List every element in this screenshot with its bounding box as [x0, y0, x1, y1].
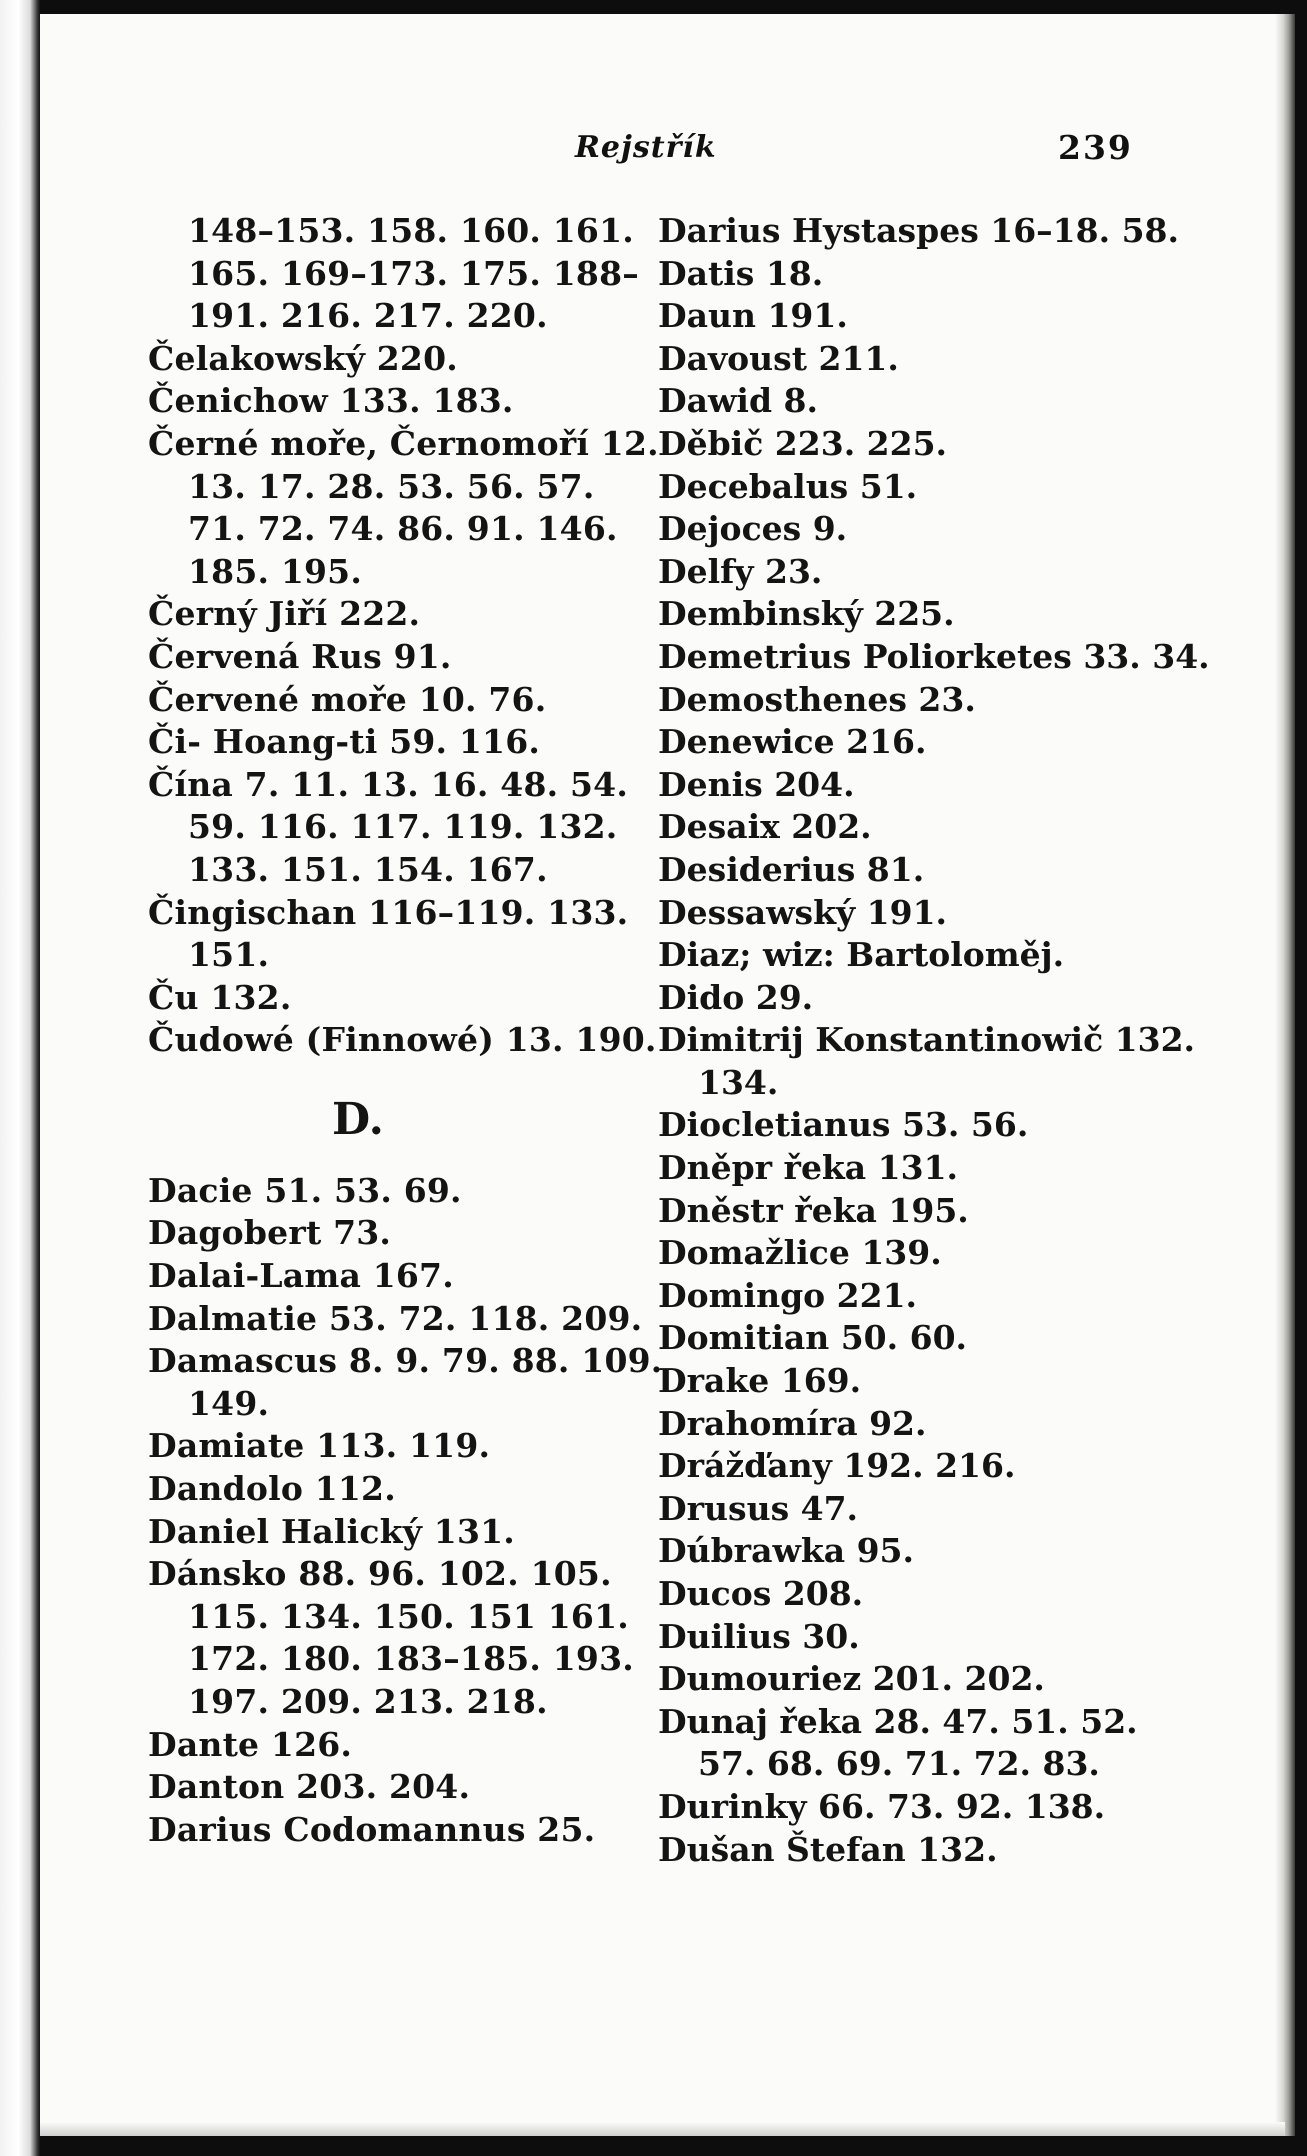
index-entry: Diocletianus 53. 56.	[658, 1105, 1029, 1145]
index-entry: Děbič 223. 225.	[658, 423, 948, 463]
page-number: 239	[1058, 128, 1133, 167]
index-entry: Čenichow 133. 183.	[148, 381, 514, 421]
index-entry-continuation: 172. 180. 183–185. 193.	[188, 1639, 634, 1679]
index-entry: Dacie 51. 53. 69.	[148, 1170, 462, 1210]
index-entry: Demosthenes 23.	[658, 679, 976, 719]
index-entry: Decebalus 51.	[658, 466, 918, 506]
index-entry: Drahomíra 92.	[658, 1403, 927, 1443]
index-entry-continuation: 57. 68. 69. 71. 72. 83.	[698, 1744, 1100, 1784]
index-entry-continuation: 71. 72. 74. 86. 91. 146.	[188, 509, 618, 549]
index-entry: Desiderius 81.	[658, 849, 925, 889]
index-column-right	[658, 210, 1210, 1871]
index-entry-continuation: 115. 134. 150. 151 161.	[188, 1596, 629, 1636]
index-entry: Dessawský 191.	[658, 892, 948, 932]
index-entry: Davoust 211.	[658, 338, 899, 378]
index-entry: Dušan Štefan 132.	[658, 1829, 998, 1869]
index-entry: Delfy 23.	[658, 551, 823, 591]
index-entry: Denis 204.	[658, 764, 855, 804]
index-entry: Černé moře, Černomoří 12.	[148, 423, 659, 463]
index-entry: Dněstr řeka 195.	[658, 1190, 969, 1230]
index-entry: Čína 7. 11. 13. 16. 48. 54.	[148, 764, 629, 804]
index-entry: Damiate 113. 119.	[148, 1426, 491, 1466]
index-entry-continuation: 13. 17. 28. 53. 56. 57.	[188, 466, 595, 506]
page-bottom-edge-shadow	[40, 2122, 1285, 2136]
index-entry-continuation: 59. 116. 117. 119. 132.	[188, 807, 618, 847]
index-entry: Domingo 221.	[658, 1275, 918, 1315]
index-entries-d-section	[148, 1170, 668, 1852]
index-entry: Dido 29.	[658, 977, 814, 1017]
index-entry: Ducos 208.	[658, 1574, 864, 1613]
index-entry: Dembinský 225.	[658, 594, 955, 634]
index-entry: Drážďany 192. 216.	[658, 1446, 1016, 1486]
index-entry: Drusus 47.	[658, 1488, 859, 1528]
index-entry: Dalai-Lama 167.	[148, 1256, 454, 1296]
index-entry: Červená Rus 91.	[148, 636, 452, 676]
index-entry: Černý Jiří 222.	[148, 594, 421, 634]
index-entry: Červené moře 10. 76.	[148, 679, 547, 719]
index-entry: Či- Hoang-ti 59. 116.	[148, 722, 541, 762]
index-entry: Darius Codomannus 25.	[148, 1809, 596, 1849]
index-entry: Daun 191.	[658, 296, 848, 336]
index-entry: Daniel Halický 131.	[148, 1511, 515, 1551]
index-entry: Dejoces 9.	[658, 509, 848, 549]
index-entry-continuation: 134.	[698, 1062, 779, 1102]
index-entry: Čudowé (Finnowé) 13. 190.	[148, 1020, 657, 1060]
section-letter-heading: D.	[332, 1093, 384, 1145]
index-entry: Damascus 8. 9. 79. 88. 109.	[148, 1341, 663, 1381]
index-entry: Denewice 216.	[658, 722, 927, 762]
index-entry-continuation: 133. 151. 154. 167.	[188, 849, 548, 889]
index-entry: Domitian 50. 60.	[658, 1318, 968, 1358]
index-entry: Durinky 66. 73. 92. 138.	[658, 1786, 1106, 1826]
index-entry-continuation: 185. 195.	[188, 551, 363, 591]
index-entry: Čelakowský 220.	[148, 338, 458, 378]
index-entry-continuation: 165. 169–173. 175. 188–	[188, 253, 639, 293]
index-entry: Datis 18.	[658, 253, 824, 293]
left-page-margin-strip	[0, 0, 40, 2156]
index-entry: Diaz; wiz: Bartoloměj.	[658, 935, 1065, 975]
index-entry: Dalmatie 53. 72. 118. 209.	[148, 1298, 643, 1338]
index-entry: Darius Hystaspes 16–18. 58.	[658, 211, 1179, 250]
index-entry: Dněpr řeka 131.	[658, 1148, 959, 1188]
index-entry-continuation: 149.	[188, 1383, 270, 1423]
book-page	[40, 14, 1285, 2136]
index-entry: Dánsko 88. 96. 102. 105.	[148, 1554, 612, 1594]
index-entry: Danton 203. 204.	[148, 1767, 471, 1807]
index-entry: Dúbrawka 95.	[658, 1531, 915, 1571]
index-entry: Dante 126.	[148, 1724, 353, 1764]
index-entry: Dawid 8.	[658, 381, 818, 421]
page-right-edge-shadow	[1275, 14, 1295, 2136]
index-entry: Dumouriez 201. 202.	[658, 1659, 1045, 1699]
index-entry: Dimitrij Konstantinowič 132.	[658, 1020, 1196, 1060]
running-head-title: Rejstřík	[575, 130, 717, 165]
index-entry: Domažlice 139.	[658, 1233, 942, 1273]
index-entry-continuation: 151.	[188, 935, 270, 975]
index-entry-continuation: 148–153. 158. 160. 161.	[188, 211, 634, 250]
index-entry-continuation: 197. 209. 213. 218.	[188, 1682, 548, 1721]
index-entry: Čingischan 116–119. 133.	[148, 892, 629, 932]
index-entry-continuation: 191. 216. 217. 220.	[188, 296, 548, 336]
index-entry: Desaix 202.	[658, 807, 872, 847]
page-header	[40, 130, 1285, 170]
index-entry: Dagobert 73.	[148, 1213, 392, 1253]
index-column-left	[148, 210, 668, 1851]
index-entry: Dunaj řeka 28. 47. 51. 52.	[658, 1701, 1138, 1741]
index-entries-c-section	[148, 210, 668, 1062]
index-entry: Demetrius Poliorketes 33. 34.	[658, 636, 1210, 676]
index-entry: Dandolo 112.	[148, 1469, 396, 1509]
index-entry: Duilius 30.	[658, 1616, 860, 1656]
index-entry: Ču 132.	[148, 977, 292, 1017]
index-entry: Drake 169.	[658, 1361, 862, 1401]
